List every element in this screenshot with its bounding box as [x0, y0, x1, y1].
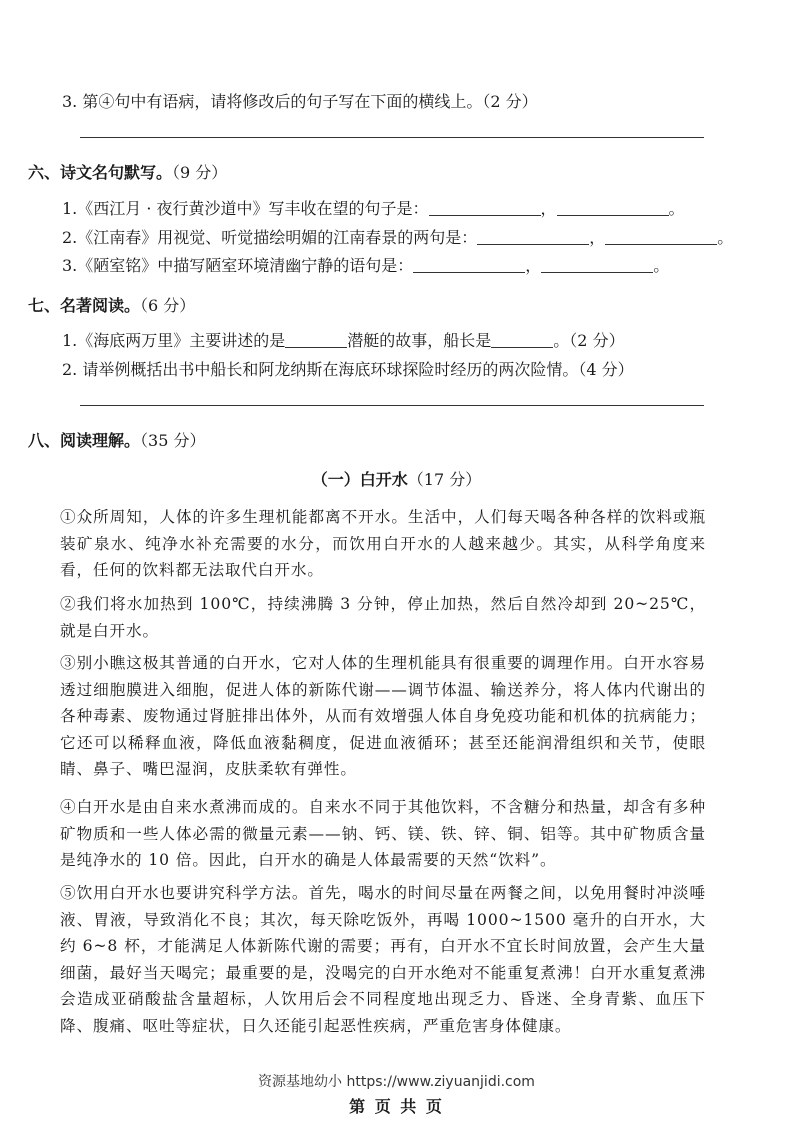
- question-text: 3.《陋室铭》中描写陋室环境清幽宁静的语句是：: [62, 256, 414, 275]
- separator: ，: [589, 228, 606, 247]
- end-mark: 。: [717, 228, 734, 247]
- section-title: 六、诗文名句默写。: [28, 163, 173, 182]
- question-5-3: 3. 第④句中有语病，请将修改后的句子写在下面的横线上。（2 分）: [62, 92, 538, 111]
- answer-blank[interactable]: [491, 331, 553, 348]
- end-mark: 。: [653, 256, 670, 275]
- section-8-heading: [28, 431, 205, 451]
- answer-line: [80, 137, 704, 138]
- passage-paragraph-3: ③别小瞧这极其普通的白开水，它对人体的生理机能具有很重要的调理作用。白开水容易透过细胞膜进入细胞，促进人体的新陈代谢——调节体温、输送养分，将人体内代谢出的各种毒素、废物通过肾脏排出体外，从而有效增强人体自身免疫功能和机体的抗病能力；它还可以稀释血液，降低血液黏稠度，促进血液循环；甚至还能润滑组织和关节，使眼睛、鼻子、嘴巴湿润，皮肤柔软有弹性。: [60, 654, 706, 779]
- section-score: （6 分）: [140, 296, 196, 315]
- question-text: 潜艇的故事，船长是: [347, 331, 492, 350]
- answer-blank[interactable]: [557, 199, 669, 216]
- question-text: 1.《西江月 · 夜行黄沙道中》写丰收在望的句子是：: [62, 199, 429, 218]
- answer-blank[interactable]: [413, 256, 525, 273]
- passage-paragraph-2: ②我们将水加热到 100℃，持续沸腾 3 分钟，停止加热，然后自然冷却到 20~25℃，就是白开水。: [60, 595, 706, 640]
- section-6-heading: [28, 163, 227, 183]
- answer-blank[interactable]: [429, 199, 541, 216]
- passage-score: （17 分）: [407, 470, 482, 489]
- question-text: 2.《江南春》用视觉、听觉描绘明媚的江南春景的两句是：: [62, 228, 478, 247]
- passage-paragraph-1: ①众所周知，人体的许多生理机能都离不开水。生活中，人们每天喝各种各样的饮料或瓶装矿泉水、纯净水补充需要的水分，而饮用白开水的人越来越少。其实，从科学角度来看，任何的饮料都无法取代白开水。: [60, 508, 706, 580]
- passage-title: [0, 470, 793, 490]
- section-title: 七、名著阅读。: [28, 296, 141, 315]
- question-6-1: [62, 199, 685, 219]
- separator: ，: [525, 256, 542, 275]
- question-7-2: 2. 请举例概括出书中船长和阿龙纳斯在海底环球探险时经历的两次险情。（4 分）: [62, 360, 634, 379]
- page-number: 第 页 共 页: [349, 1097, 444, 1116]
- footer-url: 资源基地幼小 https://www.ziyuanjidi.com: [258, 1074, 535, 1090]
- separator: ，: [540, 199, 557, 218]
- section-score: （35 分）: [140, 431, 206, 450]
- answer-blank[interactable]: [605, 228, 717, 245]
- end-mark: 。: [668, 199, 685, 218]
- answer-blank[interactable]: [477, 228, 589, 245]
- question-6-3: [62, 256, 669, 276]
- passage-title-text: （一）白开水: [311, 470, 408, 489]
- section-7-heading: [28, 296, 195, 316]
- section-title: 八、阅读理解。: [28, 431, 141, 450]
- question-text: 。（2 分）: [553, 331, 625, 350]
- answer-line: [80, 405, 704, 406]
- passage-paragraph-5: ⑤饮用白开水也要讲究科学方法。首先，喝水的时间尽量在两餐之间，以免用餐时冲淡唾液、胃液，导致消化不良；其次，每天除吃饭外，再喝 1000~1500 毫升的白开水，大约 6~8 杯，才能满足人体新陈代谢的需要；再有，白开水不宜长时间放置，会产生大量细菌，最好当天喝完；最重要的是，没喝完的白开水绝对不能重复煮沸！白开水重复煮沸会造成亚硝酸盐含量超标，人饮用后会不同程度地出现乏力、昏迷、全身青紫、血压下降、腹痛、呕吐等症状，日久还能引起恶性疾病，严重危害身体健康。: [60, 884, 706, 1035]
- answer-blank[interactable]: [285, 331, 347, 348]
- question-6-2: [62, 228, 733, 248]
- question-7-1: [62, 331, 625, 351]
- passage-paragraph-4: ④白开水是由自来水煮沸而成的。自来水不同于其他饮料，不含糖分和热量，却含有多种矿物质和一些人体必需的微量元素——钠、钙、镁、铁、锌、铜、铝等。其中矿物质含量是纯净水的 10 倍。因此，白开水的确是人体最需要的天然“饮料”。: [60, 798, 706, 870]
- answer-blank[interactable]: [541, 256, 653, 273]
- question-text: 1.《海底两万里》主要讲述的是: [62, 331, 286, 350]
- section-score: （9 分）: [172, 163, 228, 182]
